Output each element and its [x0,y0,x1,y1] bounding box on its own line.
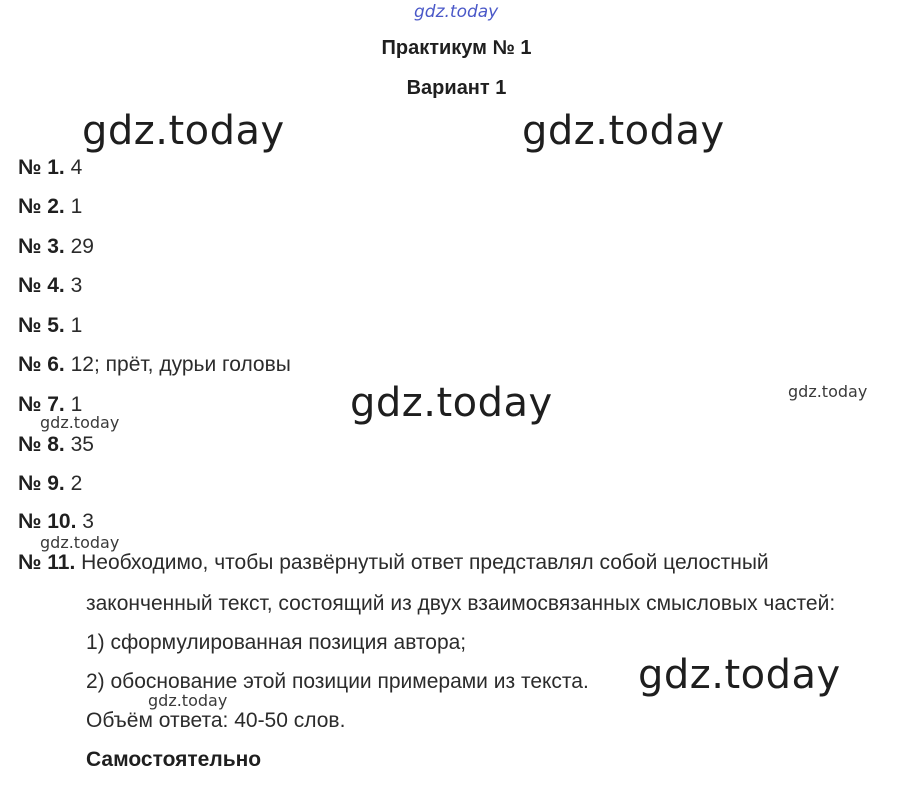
answer-number: № 5. [18,314,65,337]
task11-line: 1) сформулированная позиция автора; [86,631,467,654]
answer-row [18,235,94,259]
answer-row [18,393,82,417]
watermark-small-1: gdz.today [788,382,868,401]
answer-row [18,472,82,496]
task11-line: Объём ответа: 40-50 слов. [86,709,346,732]
answer-text: 3 [70,274,83,297]
watermark-top: gdz.today [414,2,499,22]
answer-number: № 10. [18,510,77,533]
answer-row [18,314,82,338]
answer-text: 1 [70,393,83,416]
independent-label: Самостоятельно [86,748,262,771]
answer-text: 12; прёт, дурьи головы [70,353,291,376]
watermark-small-3: gdz.today [40,533,120,552]
answer-number: № 9. [18,472,65,495]
answer-row [18,195,82,219]
watermark-large-3: gdz.today [350,380,553,426]
answer-text: 2 [70,472,83,495]
watermark-small-2: gdz.today [40,413,120,432]
task11-line: законченный текст, состоящий из двух взаимосвязанных смысловых частей: [86,592,836,615]
answer-row [18,156,82,180]
answer-row [18,510,94,534]
task11-first-line [18,551,769,575]
watermark-large-2: gdz.today [522,108,725,154]
answer-number: № 8. [18,433,65,456]
answer-number: № 3. [18,235,65,258]
answer-text: 1 [70,195,83,218]
task11-line: 2) обоснование этой позиции примерами из текста. [86,670,589,693]
answer-row [18,433,94,457]
page-title: Практикум № 1 [381,37,532,59]
answer-text: 29 [70,235,94,258]
answer-row [18,353,291,377]
watermark-large-4: gdz.today [638,652,841,698]
watermark-large-1: gdz.today [82,108,285,154]
task11-line: Необходимо, чтобы развёрнутый ответ представлял собой целостный [81,551,769,574]
answer-text: 4 [70,156,83,179]
answer-text: 1 [70,314,83,337]
answer-number: № 1. [18,156,65,179]
answer-text: 35 [70,433,94,456]
page-subtitle: Вариант 1 [406,77,507,99]
watermark-small-4: gdz.today [148,691,228,710]
answer-number: № 7. [18,393,65,416]
answer-number: № 6. [18,353,65,376]
answer-text: 3 [82,510,94,533]
answer-row [18,274,82,298]
task11-number: № 11. [18,551,76,574]
answer-number: № 4. [18,274,65,297]
answer-number: № 2. [18,195,65,218]
